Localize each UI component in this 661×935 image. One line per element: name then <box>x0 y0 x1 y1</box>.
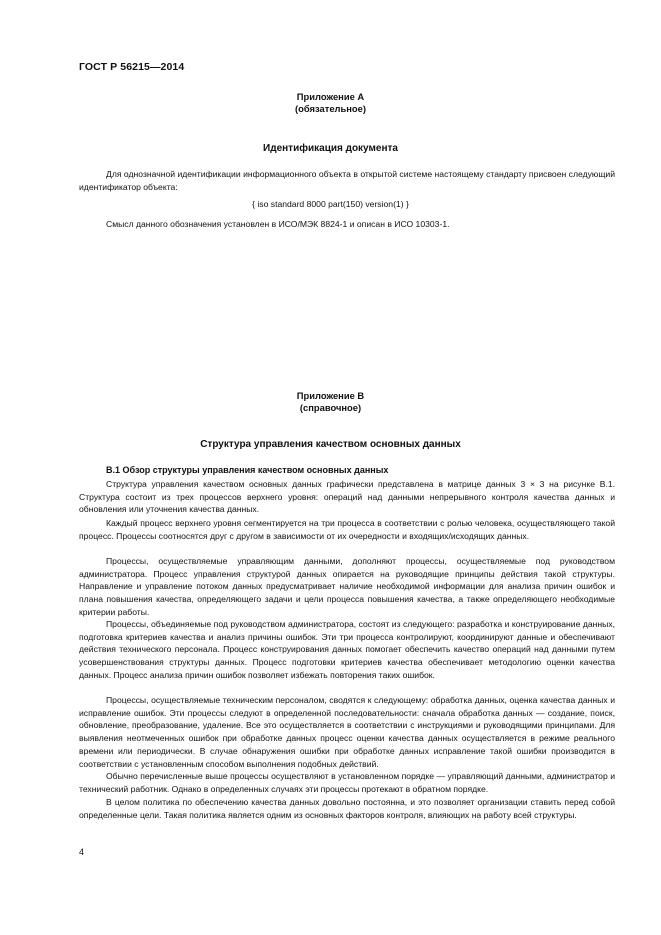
paragraph-b2: Каждый процесс верхнего уровня сегментируется на три процесса в соответствии с ролью человека, осуществляющего такой процесс. Процессы соотносятся друг с другом в зависимости от их очередности и входящих/исходящих данных. <box>79 518 615 541</box>
object-identifier: { iso standard 8000 part(150) version(1) } <box>252 199 409 209</box>
paragraph-b5: Процессы, осуществляемые техническим персоналом, сводятся к следующему: обработка данных, оценка качества данных и исправление ошибок. Эти процессы следуют в определенной последовательности: сначала обработка данных — создание, поиск, обновление, преобразование, удаление. Все это осуществляется в соответствии с инструкциями и руководящими принципами. Для выявления неотмеченных ошибок при обработке данных процесс оценки качества данных осуществляется в режиме реального времени или периодически. В случае обнаружения ошибки при обработке данных исправление такой ошибки производится в соответствии с установленным способом выполнения подобных действий. <box>79 695 615 769</box>
paragraph-b1: Структура управления качеством основных данных графически представлена в матрице данных 3 × 3 на рисунке В.1. Структура состоит из трех процессов верхнего уровня: операций над данными непрерывного контроля качества данных и обновления или уточнения качества данных. <box>79 479 615 515</box>
appendix-a-paragraph-2: Смысл данного обозначения установлен в ИСО/МЭК 8824-1 и описан в ИСО 10303-1. <box>106 219 450 229</box>
appendix-a-status: (обязательное) <box>295 103 366 114</box>
document-header: ГОСТ Р 56215—2014 <box>79 61 185 73</box>
appendix-a-section-title: Идентификация документа <box>263 143 398 154</box>
appendix-a-title: Приложение А <box>296 91 365 102</box>
paragraph-b3: Процессы, осуществляемые управляющим данными, дополняют процессы, осуществляемые под руководством администратора. Процесс управления структурой данных опирается на руководящие принципы действия такой структуры. Направление и управление потоком данных предусматривает наличие необходимой информации для анализа причин ошибок и плана повышения качества, определяющего задачи и цели процесса повышения качества, а также определяющего необходимые критерии работы. <box>79 556 615 617</box>
paragraph-b6: Обычно перечисленные выше процессы осуществляют в установленном порядке — управляющий данными, администратор и технический работник. Однако в определенных случаях эти процессы протекают в обратном порядке. <box>79 771 615 794</box>
appendix-b-title: Приложение В <box>296 390 365 401</box>
paragraph-b7: В целом политика по обеспечению качества данных довольно постоянна, и это позволяет организации ставить перед собой определенные цели. Такая политика является одним из основных факторов контроля, влияющих на работу всей структуры. <box>79 797 615 820</box>
paragraph-b4: Процессы, объединяемые под руководством администратора, состоят из следующего: разработка и конструирование данных, подготовка критериев качества и анализ причины ошибок. Эти три процесса контролируют, координируют данные и обеспечивают действия технического персонала. Процесс конструирования данных помогает обеспечить качество операций над данными путем усовершенствования структуры данных. Процесс подготовки критериев качества обеспечивает методологию оценки качества данных. Процесс анализа причин ошибок позволяет избежать повторения таких ошибок. <box>79 619 615 680</box>
appendix-b-section-title: Структура управления качеством основных данных <box>200 439 461 450</box>
subsection-title: В.1 Обзор структуры управления качеством основных данных <box>106 465 389 475</box>
page-number: 4 <box>79 847 85 857</box>
appendix-b-status: (справочное) <box>299 402 362 413</box>
appendix-a-paragraph-1: Для однозначной идентификации информационного объекта в открытой системе настоящему стандарту присвоен следующий идентификатор объекта: <box>79 169 615 192</box>
